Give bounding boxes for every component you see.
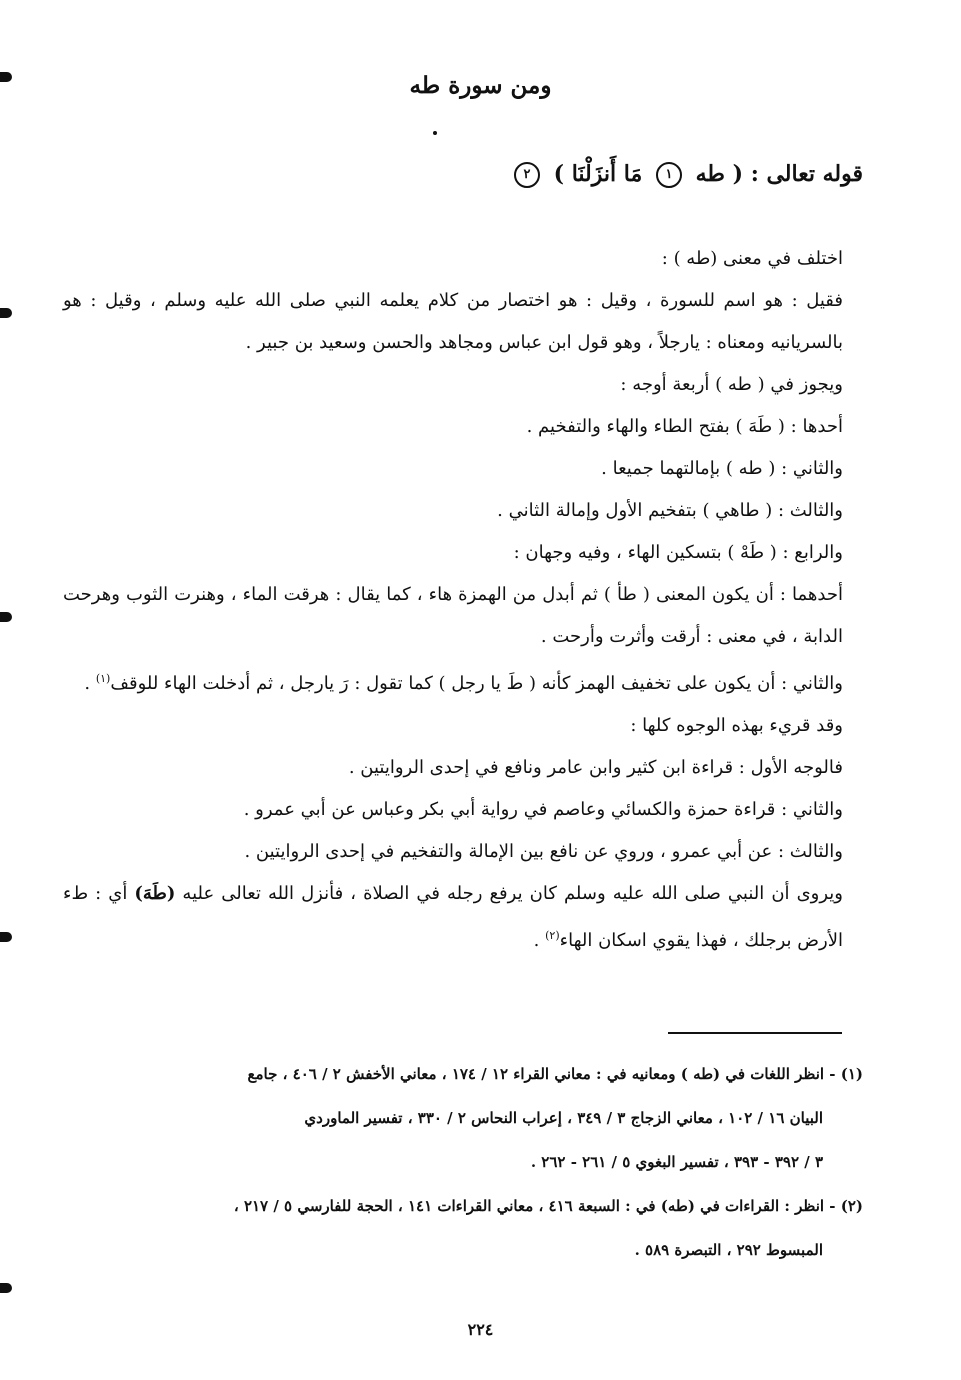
scan-edge-mark <box>0 612 12 622</box>
paragraph: فالوجه الأول : قراءة ابن كثير وابن عامر ونافع في إحدى الروايتين . <box>348 757 843 778</box>
paragraph <box>63 873 863 962</box>
footnote-separator <box>668 1032 842 1034</box>
surah-heading: ومن سورة طه <box>409 72 552 99</box>
paragraph: وقد قريء بهذه الوجوه كلها : <box>630 715 843 736</box>
paragraph: ويجوز في ( طه ) أربعة أوجه : <box>620 374 843 395</box>
footnote-ref-1: (١) <box>95 672 111 685</box>
footnote-2-line: المبسوط ٢٩٢ ، التبصرة ٥٨٩ . <box>634 1241 823 1259</box>
scan-edge-mark <box>0 1283 12 1293</box>
paragraph: والثاني : قراءة حمزة والكسائي وعاصم في رواية أبي بكر وعباس عن أبي عمرو . <box>243 799 843 820</box>
paragraph: فقيل : هو اسم للسورة ، وقيل : هو اختصار من كلام يعلمه النبي صلى الله عليه وسلم ، وقيل : هو بالسريانيه ومعناه : يارجلاً ، وهو قول ابن عباس ومجاهد والحسن وسعيد بن جبير . <box>63 290 843 353</box>
verse-quote <box>83 152 863 196</box>
paragraph-end: . <box>84 673 96 694</box>
footnote-1-line: البيان ١٦ / ١٠٢ ، معاني الزجاج ٣ / ٣٤٩ ، إعراب النحاس ٢ / ٣٣٠ ، تفسير الماوردي <box>304 1109 823 1127</box>
paragraph-text: أي : طء الأرض برجلك ، فهذا يقوي اسكان الهاء <box>63 883 843 951</box>
verse-close: ) <box>553 161 565 187</box>
verse-word-taha: طه <box>695 161 725 187</box>
page-number: ٢٢٤ <box>467 1320 494 1339</box>
verse-word-ma-anzalna: مَا أَنزَلْنَا <box>571 161 643 187</box>
verse-number-1: ١ <box>656 162 682 188</box>
ornament-dot <box>433 131 437 135</box>
verse-intro: قوله تعالى : ( <box>732 161 863 187</box>
paragraph: أحدها : ( طَهَ ) بفتح الطاء والهاء والتفخيم . <box>526 416 843 437</box>
verse-number-2: ٢ <box>514 162 540 188</box>
paragraph-text: ويروى أن النبي صلى الله عليه وسلم كان يرفع رجله في الصلاة ، فأنزل الله تعالى عليه <box>175 883 843 904</box>
scan-edge-mark <box>0 308 12 318</box>
paragraph: أحدهما : أن يكون المعنى ( طأ ) ثم أبدل من الهمزة هاء ، كما يقال : هرقت الماء ، وهنرت الثوب وهرحت الدابة ، في معنى : أرقت وأثرت وأرحت . <box>63 584 843 647</box>
footnote-1-line: (١) - انظر اللغات في (طه ) ومعانيه في : معاني القراء ١٢ / ١٧٤ ، معاني الأخفش ٢ / ٤٠٦ ، جامع <box>247 1065 863 1083</box>
footnote-2-line: (٢) - انظر : القراءات في (طه) في : السبعة ٤١٦ ، معاني القراءات ١٤١ ، الحجة للفارسي ٥ / ٢١٧ ، <box>233 1197 863 1215</box>
scan-edge-mark <box>0 932 12 942</box>
footnote-ref-2: (٢) <box>545 929 560 942</box>
paragraph: اختلف في معنى (طه ) : <box>661 248 843 269</box>
commentary-body <box>63 238 863 962</box>
bold-word: (طَهَ) <box>134 883 176 904</box>
paragraph: والثالث : عن أبي عمرو ، وروي عن نافع بين الإمالة والتفخيم في إحدى الروايتين . <box>244 841 843 862</box>
paragraph-text: والثاني : أن يكون على تخفيف الهمز كأنه ( طَ يا رجل ) كما تقول : رَ يارجل ، ثم أدخلت الهاء للوقف <box>110 673 843 694</box>
paragraph: والثالث : ( طاهي ) بتفخيم الأول وإمالة الثاني . <box>497 500 843 521</box>
paragraph <box>63 658 863 705</box>
paragraph-end: . <box>533 930 546 951</box>
paragraph: والرابع : ( طَهْ ) بتسكين الهاء ، وفيه وجهان : <box>513 542 843 563</box>
paragraph: والثاني : ( طه ) بإمالتهما جميعا . <box>601 458 843 479</box>
footnotes <box>63 1052 863 1272</box>
footnote-1-line: ٣ / ٣٩٢ - ٣٩٣ ، تفسير البغوي ٥ / ٢٦١ - ٢٦٢ . <box>530 1153 823 1171</box>
